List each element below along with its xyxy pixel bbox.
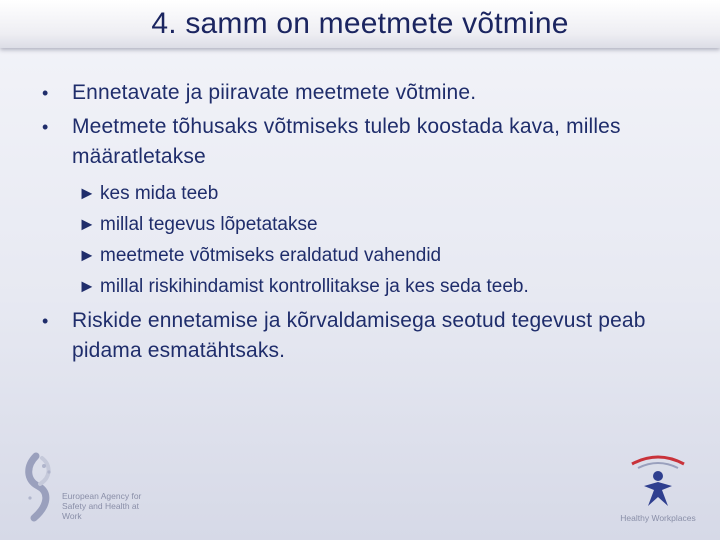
bullet-text: Riskide ennetamise ja kõrvaldamisega seotud tegevust peab pidama esmatähtsaks. <box>72 309 646 362</box>
eu-agency-logo <box>22 452 142 524</box>
bullet-item <box>40 306 700 366</box>
sub-list <box>78 178 700 302</box>
arrow-icon: ► <box>78 245 96 265</box>
eu-agency-emblem-icon <box>22 452 62 522</box>
sub-item-text: kes mida teeb <box>100 183 219 204</box>
sub-item <box>78 209 700 240</box>
bullet-text: Meetmete tõhusaks võtmiseks tuleb koostada kava, milles määratletakse <box>72 115 621 168</box>
slide-title: 4. samm on meetmete võtmine <box>151 7 569 40</box>
healthy-workplaces-text: Healthy Workplaces <box>620 513 696 523</box>
slide-content <box>40 78 700 366</box>
arrow-icon: ► <box>78 183 96 203</box>
bullet-icon: • <box>42 117 49 137</box>
sub-item <box>78 271 700 302</box>
bullet-icon: • <box>42 83 49 103</box>
sub-item-text: meetmete võtmiseks eraldatud vahendid <box>100 245 442 266</box>
bullet-text: Ennetavate ja piiravate meetmete võtmine. <box>72 81 477 104</box>
bullet-item <box>40 112 700 172</box>
title-bar <box>0 0 720 48</box>
sub-item <box>78 178 700 209</box>
arrow-icon: ► <box>78 276 96 296</box>
healthy-workplaces-emblem-icon <box>612 450 704 512</box>
bullet-icon: • <box>42 311 49 331</box>
bullet-item <box>40 78 700 108</box>
sub-item-text: millal riskihindamist kontrollitakse ja kes seda teeb. <box>100 276 529 297</box>
arrow-icon: ► <box>78 214 96 234</box>
sub-item <box>78 240 700 271</box>
sub-item-text: millal tegevus lõpetatakse <box>100 214 318 235</box>
eu-agency-text: European Agency for Safety and Health at Work <box>62 491 142 521</box>
healthy-workplaces-logo <box>612 450 704 528</box>
